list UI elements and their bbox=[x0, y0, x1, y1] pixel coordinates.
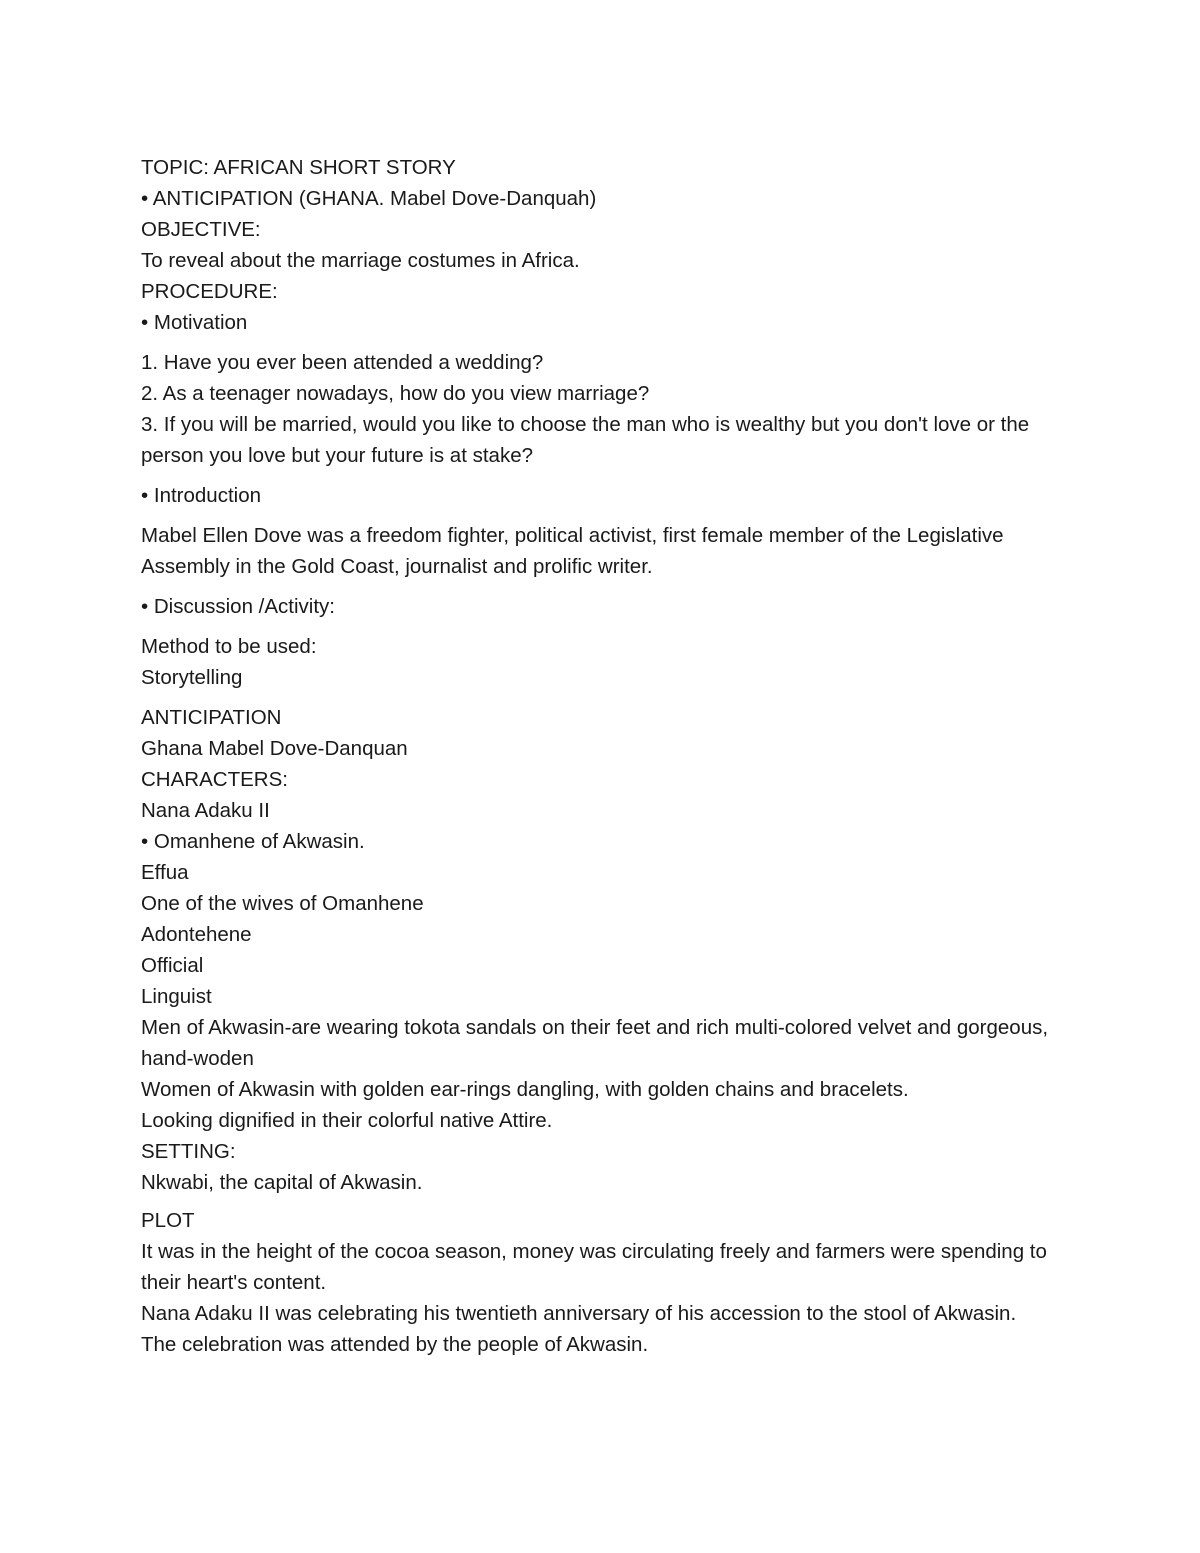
introduction-text: Mabel Ellen Dove was a freedom fighter, political activist, first female member of the Legislative Assembly in the Gold Coast, journalist and prolific writer. bbox=[141, 524, 1004, 578]
document-page bbox=[141, 152, 1071, 1360]
character-item: Official bbox=[141, 954, 204, 977]
setting-heading: SETTING: bbox=[141, 1140, 236, 1163]
objective-heading: OBJECTIVE: bbox=[141, 218, 261, 241]
characters-heading: CHARACTERS: bbox=[141, 768, 288, 791]
character-item: Women of Akwasin with golden ear-rings dangling, with golden chains and bracelets. bbox=[141, 1078, 909, 1101]
character-item: • Omanhene of Akwasin. bbox=[141, 830, 365, 853]
method-value: Storytelling bbox=[141, 666, 243, 689]
plot-paragraph: Nana Adaku II was celebrating his twentieth anniversary of his accession to the stool of Akwasin. bbox=[141, 1302, 1017, 1325]
character-item: Adontehene bbox=[141, 923, 252, 946]
question-item: 1. Have you ever been attended a wedding? bbox=[141, 351, 544, 374]
introduction-bullet: • Introduction bbox=[141, 484, 261, 507]
anticipation-bullet: • ANTICIPATION (GHANA. Mabel Dove-Danquah) bbox=[141, 187, 597, 210]
topic-heading: TOPIC: AFRICAN SHORT STORY bbox=[141, 156, 456, 179]
plot-paragraph: It was in the height of the cocoa season, money was circulating freely and farmers were spending to their heart's content. bbox=[141, 1240, 1047, 1294]
question-item: 3. If you will be married, would you like to choose the man who is wealthy but you don't love or the person you love but your future is at stake? bbox=[141, 413, 1030, 467]
method-label: Method to be used: bbox=[141, 635, 317, 658]
character-item: Men of Akwasin-are wearing tokota sandals on their feet and rich multi-colored velvet and gorgeous, hand-woden bbox=[141, 1016, 1049, 1070]
setting-text: Nkwabi, the capital of Akwasin. bbox=[141, 1171, 423, 1194]
character-item: Nana Adaku II bbox=[141, 799, 270, 822]
character-item: Linguist bbox=[141, 985, 212, 1008]
story-title: ANTICIPATION bbox=[141, 706, 282, 729]
motivation-bullet: • Motivation bbox=[141, 311, 248, 334]
plot-paragraph: The celebration was attended by the people of Akwasin. bbox=[141, 1333, 649, 1356]
story-author: Ghana Mabel Dove-Danquan bbox=[141, 737, 408, 760]
procedure-heading: PROCEDURE: bbox=[141, 280, 278, 303]
objective-text: To reveal about the marriage costumes in Africa. bbox=[141, 249, 580, 272]
character-item: One of the wives of Omanhene bbox=[141, 892, 424, 915]
question-item: 2. As a teenager nowadays, how do you view marriage? bbox=[141, 382, 650, 405]
character-item: Looking dignified in their colorful native Attire. bbox=[141, 1109, 553, 1132]
plot-heading: PLOT bbox=[141, 1209, 195, 1232]
discussion-bullet: • Discussion /Activity: bbox=[141, 595, 335, 618]
character-item: Effua bbox=[141, 861, 189, 884]
